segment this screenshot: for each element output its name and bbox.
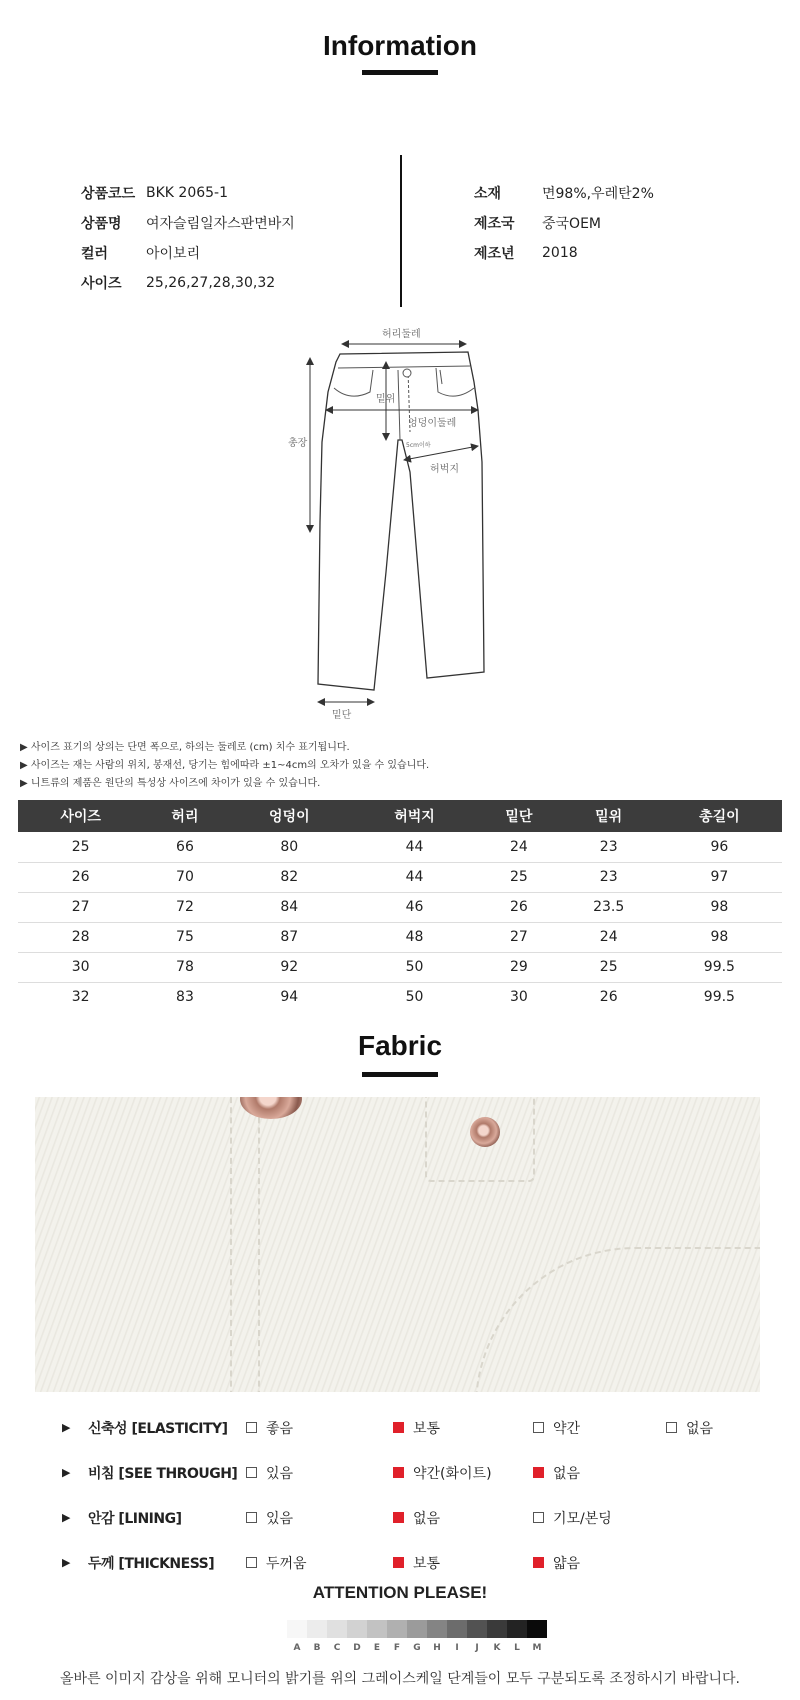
info-row-size bbox=[81, 268, 295, 298]
grayscale-swatch bbox=[287, 1620, 307, 1638]
checkbox-icon bbox=[533, 1512, 544, 1523]
fabric-seam bbox=[230, 1097, 260, 1392]
checkbox-icon bbox=[666, 1422, 677, 1433]
attr-option-text: 있음 bbox=[266, 1465, 294, 1482]
info-divider bbox=[400, 155, 402, 307]
table-cell: 78 bbox=[143, 952, 227, 982]
triangle-right-icon: ▶ bbox=[62, 1511, 71, 1524]
table-cell: 27 bbox=[18, 892, 143, 922]
attr-option-text: 있음 bbox=[266, 1510, 294, 1527]
table-cell: 72 bbox=[143, 892, 227, 922]
fabric-title-underline bbox=[362, 1072, 438, 1077]
triangle-right-icon: ▶ bbox=[62, 1556, 71, 1569]
table-cell: 27 bbox=[477, 922, 561, 952]
table-cell: 82 bbox=[227, 862, 352, 892]
attr-option bbox=[393, 1418, 440, 1438]
information-title: Information bbox=[323, 30, 477, 61]
checkbox-icon bbox=[246, 1422, 257, 1433]
attr-option-text: 약간 bbox=[553, 1420, 581, 1437]
table-cell: 48 bbox=[352, 922, 477, 952]
info-row-country bbox=[474, 208, 654, 238]
table-cell: 24 bbox=[477, 832, 561, 862]
table-cell: 99.5 bbox=[703, 989, 735, 1006]
attr-row-see-through bbox=[62, 1450, 762, 1495]
pants-outline bbox=[318, 352, 484, 690]
table-cell: 30 bbox=[509, 989, 528, 1006]
grayscale-letter: K bbox=[493, 1643, 501, 1653]
info-value: 아이보리 bbox=[146, 246, 201, 262]
attr-option-text: 두꺼움 bbox=[266, 1555, 307, 1572]
table-cell: 80 bbox=[227, 832, 352, 862]
attr-row-lining bbox=[62, 1495, 762, 1540]
attr-option bbox=[533, 1463, 580, 1483]
info-left-column bbox=[81, 178, 295, 298]
info-row-product-code bbox=[81, 178, 295, 208]
table-cell: 26 bbox=[18, 862, 143, 892]
attr-option bbox=[246, 1508, 293, 1528]
table-row bbox=[18, 952, 782, 982]
attr-option-text: 없음 bbox=[413, 1510, 441, 1527]
size-notes bbox=[20, 739, 429, 793]
grayscale-letter: A bbox=[293, 1643, 301, 1653]
grayscale-swatch bbox=[327, 1620, 347, 1638]
attr-option bbox=[666, 1418, 713, 1438]
grayscale-letter: B bbox=[313, 1643, 321, 1653]
attr-option bbox=[533, 1508, 612, 1528]
info-row-product-name bbox=[81, 208, 295, 238]
table-row bbox=[18, 892, 782, 922]
table-cell: 23 bbox=[561, 862, 657, 892]
info-value: 2018 bbox=[542, 245, 578, 261]
grayscale-swatch bbox=[467, 1620, 487, 1638]
info-row-year bbox=[474, 238, 654, 268]
total-length-label: 총장 bbox=[288, 438, 308, 449]
fabric-rivet bbox=[470, 1117, 500, 1147]
checkbox-checked-icon bbox=[393, 1557, 404, 1568]
attention-title: ATTENTION PLEASE! bbox=[312, 1583, 488, 1602]
table-cell: 25 bbox=[477, 862, 561, 892]
info-key: 컬러 bbox=[81, 246, 109, 262]
attr-option-text: 보통 bbox=[413, 1420, 441, 1437]
fabric-title: Fabric bbox=[357, 1030, 443, 1061]
attr-row-thickness bbox=[62, 1540, 762, 1585]
grayscale-swatch bbox=[307, 1620, 327, 1638]
fabric-closeup-photo bbox=[35, 1097, 760, 1392]
attr-option bbox=[393, 1508, 440, 1528]
table-row bbox=[18, 832, 782, 862]
grayscale-letter: C bbox=[333, 1643, 341, 1653]
info-value: 면98%,우레탄2% bbox=[542, 186, 654, 202]
table-header-cell: 허리 bbox=[143, 800, 227, 832]
hem-label: 밑단 bbox=[332, 710, 352, 721]
info-right-column bbox=[474, 178, 654, 268]
pants-measurement-diagram bbox=[270, 322, 500, 722]
table-cell: 83 bbox=[176, 989, 194, 1006]
grayscale-swatch bbox=[427, 1620, 447, 1638]
attr-option bbox=[533, 1553, 580, 1573]
attr-option-text: 얇음 bbox=[553, 1555, 581, 1572]
table-row bbox=[18, 922, 782, 952]
grayscale-letter: I bbox=[455, 1643, 459, 1653]
table-cell: 44 bbox=[352, 832, 477, 862]
info-key: 제조국 bbox=[474, 216, 515, 232]
checkbox-checked-icon bbox=[533, 1557, 544, 1568]
table-cell: 26 bbox=[599, 989, 618, 1006]
table-cell: 46 bbox=[352, 892, 477, 922]
triangle-right-icon: ▶ bbox=[62, 1466, 71, 1479]
size-note: ▶ 사이즈는 재는 사람의 위치, 봉재선, 당기는 힘에따라 ±1~4cm의 오차가 있을 수 있습니다. bbox=[20, 760, 430, 771]
grayscale-swatch bbox=[407, 1620, 427, 1638]
crotch-note-label: 5cm이하 bbox=[406, 442, 431, 449]
info-key: 소재 bbox=[474, 186, 502, 202]
table-cell: 92 bbox=[227, 952, 352, 982]
info-key: 제조년 bbox=[474, 246, 515, 262]
grayscale-letter: H bbox=[433, 1643, 441, 1653]
table-cell: 87 bbox=[227, 922, 352, 952]
grayscale-letters bbox=[287, 1643, 547, 1653]
attr-option bbox=[393, 1553, 440, 1573]
grayscale-scale bbox=[287, 1620, 547, 1638]
checkbox-icon bbox=[246, 1467, 257, 1478]
size-table bbox=[18, 800, 782, 1012]
table-cell: 25 bbox=[561, 952, 657, 982]
attr-option bbox=[533, 1418, 580, 1438]
table-cell: 24 bbox=[561, 922, 657, 952]
table-cell: 44 bbox=[352, 862, 477, 892]
table-row bbox=[18, 982, 782, 1012]
table-cell: 50 bbox=[352, 952, 477, 982]
table-cell: 97 bbox=[657, 862, 782, 892]
grayscale-letter: M bbox=[532, 1643, 542, 1653]
checkbox-icon bbox=[533, 1422, 544, 1433]
checkbox-checked-icon bbox=[533, 1467, 544, 1478]
table-cell: 75 bbox=[143, 922, 227, 952]
grayscale-letter: E bbox=[373, 1643, 381, 1653]
table-cell: 99.5 bbox=[657, 952, 782, 982]
attr-option-text: 없음 bbox=[553, 1465, 581, 1482]
attr-label: 두께 [THICKNESS] bbox=[88, 1555, 215, 1572]
checkbox-checked-icon bbox=[393, 1512, 404, 1523]
table-row bbox=[18, 862, 782, 892]
thigh-label: 허벅지 bbox=[430, 464, 459, 475]
table-cell: 32 bbox=[71, 989, 90, 1006]
table-cell: 25 bbox=[18, 832, 143, 862]
table-cell: 23.5 bbox=[561, 892, 657, 922]
attr-option-text: 약간(화이트) bbox=[413, 1465, 492, 1482]
monitor-brightness-note: 올바른 이미지 감상을 위해 모니터의 밝기를 위의 그레이스케일 단계들이 모두 구분되도록 조정하시기 바랍니다. bbox=[60, 1671, 740, 1687]
attr-row-elasticity bbox=[62, 1405, 762, 1450]
attr-option-text: 없음 bbox=[686, 1420, 714, 1437]
checkbox-icon bbox=[246, 1512, 257, 1523]
table-cell: 96 bbox=[657, 832, 782, 862]
hip-label: 엉덩이둘레 bbox=[408, 418, 457, 429]
table-header-cell: 사이즈 bbox=[18, 800, 143, 832]
waist-label: 허리둘레 bbox=[382, 329, 421, 340]
attr-option bbox=[393, 1463, 492, 1483]
info-key: 사이즈 bbox=[81, 276, 122, 292]
grayscale-swatch bbox=[387, 1620, 407, 1638]
table-cell: 66 bbox=[143, 832, 227, 862]
checkbox-icon bbox=[246, 1557, 257, 1568]
checkbox-checked-icon bbox=[393, 1422, 404, 1433]
attr-option-text: 좋음 bbox=[266, 1420, 294, 1437]
attr-option bbox=[246, 1418, 293, 1438]
grayscale-swatch bbox=[507, 1620, 527, 1638]
table-cell: 98 bbox=[657, 922, 782, 952]
attr-label: 신축성 [ELASTICITY] bbox=[88, 1420, 228, 1437]
attr-option-text: 보통 bbox=[413, 1555, 441, 1572]
size-note: ▶ 사이즈 표기의 상의는 단면 폭으로, 하의는 둘레로 (cm) 치수 표기됩니다. bbox=[20, 742, 350, 753]
grayscale-swatch bbox=[447, 1620, 467, 1638]
grayscale-swatch bbox=[367, 1620, 387, 1638]
table-cell: 29 bbox=[477, 952, 561, 982]
triangle-right-icon: ▶ bbox=[62, 1421, 71, 1434]
fabric-attributes bbox=[62, 1405, 762, 1585]
table-cell: 30 bbox=[18, 952, 143, 982]
grayscale-letter: J bbox=[475, 1643, 479, 1653]
table-cell: 50 bbox=[405, 989, 424, 1006]
info-row-material bbox=[474, 178, 654, 208]
grayscale-letter: D bbox=[353, 1643, 361, 1653]
grayscale-swatch bbox=[487, 1620, 507, 1638]
fabric-pocket-curve bbox=[475, 1247, 760, 1392]
table-header-cell: 엉덩이 bbox=[227, 800, 352, 832]
info-value: 여자슬림일자스판면바지 bbox=[146, 216, 295, 232]
attr-label: 비침 [SEE THROUGH] bbox=[88, 1465, 238, 1482]
table-cell: 70 bbox=[143, 862, 227, 892]
table-cell: 84 bbox=[227, 892, 352, 922]
info-value: 25,26,27,28,30,32 bbox=[146, 275, 276, 291]
info-value: BKK 2065-1 bbox=[146, 185, 229, 201]
checkbox-checked-icon bbox=[393, 1467, 404, 1478]
table-cell: 23 bbox=[561, 832, 657, 862]
table-header-cell: 밑위 bbox=[561, 800, 657, 832]
table-header-cell: 허벅지 bbox=[352, 800, 477, 832]
size-note: ▶ 니트류의 제품은 원단의 특성상 사이즈에 차이가 있을 수 있습니다. bbox=[20, 778, 321, 789]
table-header-cell: 총길이 bbox=[657, 800, 782, 832]
info-key: 상품코드 bbox=[81, 186, 136, 202]
grayscale-letter: G bbox=[413, 1643, 421, 1653]
information-title-underline bbox=[362, 70, 438, 75]
rise-label: 밑위 bbox=[376, 394, 396, 405]
table-cell: 98 bbox=[657, 892, 782, 922]
grayscale-swatch bbox=[347, 1620, 367, 1638]
grayscale-letter: L bbox=[514, 1643, 520, 1653]
table-cell: 26 bbox=[477, 892, 561, 922]
size-table-header bbox=[18, 800, 782, 832]
info-key: 상품명 bbox=[81, 216, 122, 232]
attr-option bbox=[246, 1553, 307, 1573]
grayscale-letter: F bbox=[393, 1643, 401, 1653]
attr-option bbox=[246, 1463, 293, 1483]
table-header-cell: 밑단 bbox=[477, 800, 561, 832]
info-value: 중국OEM bbox=[542, 216, 601, 232]
info-row-color bbox=[81, 238, 295, 268]
table-cell: 94 bbox=[280, 989, 299, 1006]
attr-label: 안감 [LINING] bbox=[88, 1510, 182, 1527]
attr-option-text: 기모/본딩 bbox=[553, 1510, 612, 1527]
table-cell: 28 bbox=[18, 922, 143, 952]
grayscale-swatch bbox=[527, 1620, 547, 1638]
